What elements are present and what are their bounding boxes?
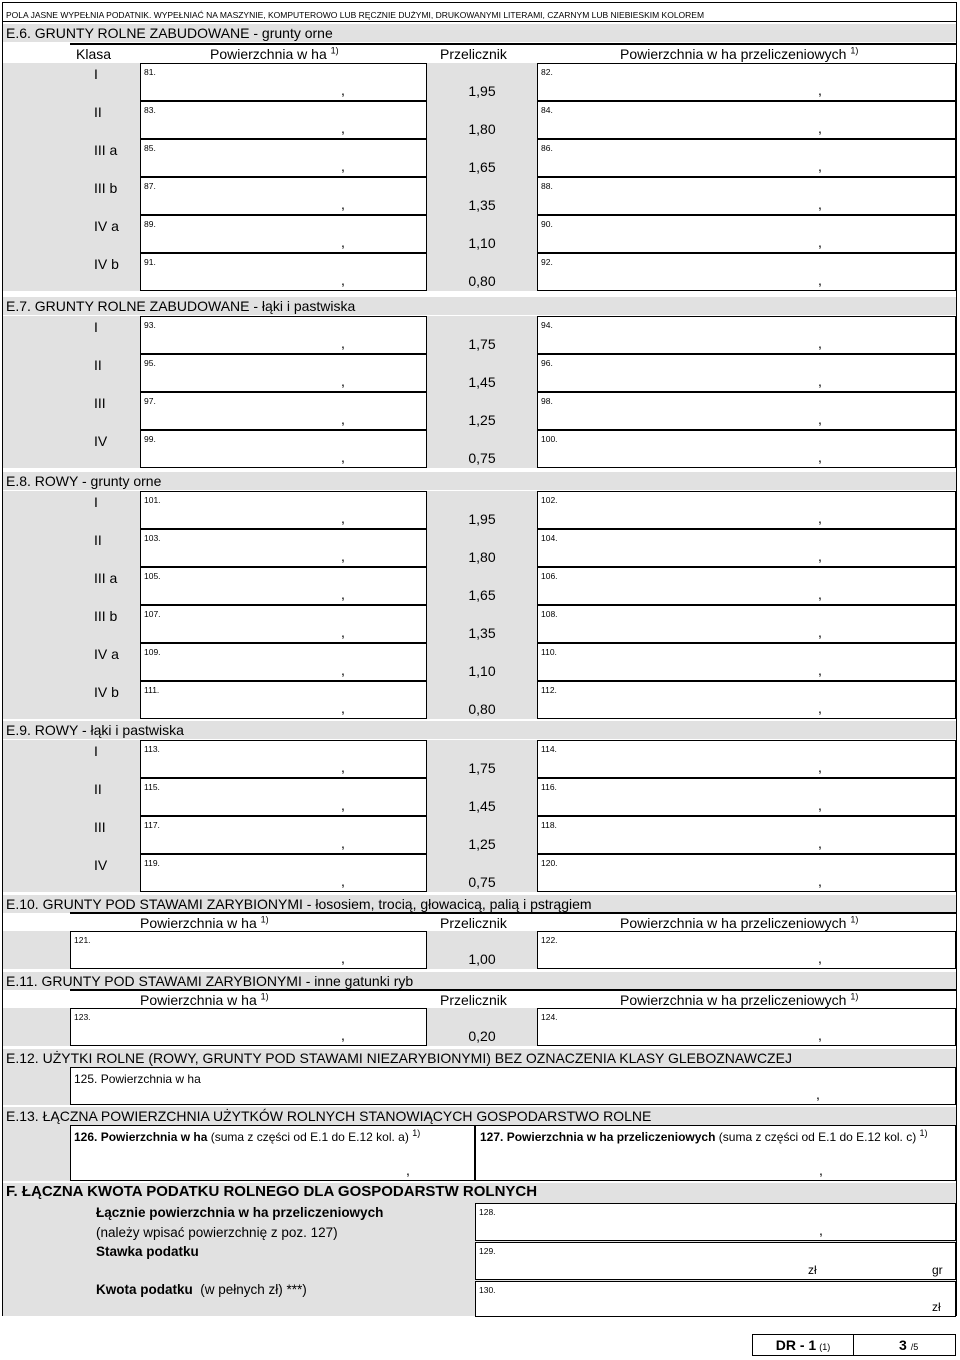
field-number: 106.: [541, 571, 558, 581]
field-number: 99.: [144, 434, 156, 444]
decimal-comma: ,: [341, 234, 345, 250]
field-number: 123.: [74, 1012, 91, 1022]
klasa-cell: III a: [70, 567, 140, 605]
klasa-cell: III b: [70, 177, 140, 215]
field-number: 101.: [144, 495, 161, 505]
section-e6-title: E.6. GRUNTY ROLNE ZABUDOWANE - grunty orne: [3, 24, 956, 42]
converted-field[interactable]: [537, 63, 956, 101]
decimal-comma: ,: [818, 586, 822, 602]
decimal-comma: ,: [818, 548, 822, 564]
converted-field[interactable]: [537, 139, 956, 177]
left-pad: [3, 63, 70, 291]
converted-field[interactable]: [537, 778, 956, 816]
converted-field[interactable]: [537, 816, 956, 854]
e10-converted-field[interactable]: [537, 931, 956, 969]
klasa-cell: IV a: [70, 643, 140, 681]
decimal-comma: ,: [341, 700, 345, 716]
multiplier-cell: 1,65: [427, 139, 537, 177]
converted-field[interactable]: [537, 253, 956, 291]
decimal-comma: ,: [818, 700, 822, 716]
field-number: 128.: [479, 1207, 496, 1217]
field-number: 111.: [144, 685, 160, 695]
e11-area-field[interactable]: [70, 1008, 427, 1046]
decimal-comma: ,: [406, 1162, 410, 1178]
e13-right-label: 127. Powierzchnia w ha przeliczeniowych (suma z części od E.1 do E.12 kol. c) $^{1)}$: [480, 1128, 928, 1144]
decimal-comma: ,: [341, 335, 345, 351]
decimal-comma: ,: [341, 158, 345, 174]
col-przel: Przelicznik: [440, 992, 507, 1008]
multiplier-cell: 1,45: [427, 778, 537, 816]
field-number: 124.: [541, 1012, 558, 1022]
converted-field[interactable]: [537, 430, 956, 468]
converted-field[interactable]: [537, 605, 956, 643]
decimal-comma: ,: [341, 759, 345, 775]
multiplier-cell: 1,75: [427, 740, 537, 778]
converted-field[interactable]: [537, 354, 956, 392]
field-number: 88.: [541, 181, 553, 191]
converted-field[interactable]: [537, 215, 956, 253]
field-number: 130.: [479, 1285, 496, 1295]
multiplier-cell: 1,65: [427, 567, 537, 605]
decimal-comma: ,: [341, 950, 345, 966]
area-field[interactable]: [140, 567, 427, 605]
field-number: 93.: [144, 320, 156, 330]
klasa-cell: III b: [70, 605, 140, 643]
field-number: 98.: [541, 396, 553, 406]
col-przel: Przelicznik: [440, 915, 507, 931]
decimal-comma: ,: [341, 548, 345, 564]
decimal-comma: ,: [818, 759, 822, 775]
decimal-comma: ,: [818, 449, 822, 465]
area-field[interactable]: [140, 101, 427, 139]
klasa-cell: IV: [70, 854, 140, 892]
e13-total-area-field[interactable]: [70, 1125, 475, 1181]
multiplier-cell: 0,80: [427, 253, 537, 291]
decimal-comma: ,: [818, 624, 822, 640]
field-number: 112.: [541, 685, 557, 695]
field-number: 86.: [541, 143, 553, 153]
field-number: 118.: [541, 820, 557, 830]
decimal-comma: ,: [818, 272, 822, 288]
area-field[interactable]: [140, 354, 427, 392]
area-field[interactable]: [140, 430, 427, 468]
multiplier-cell: 1,80: [427, 529, 537, 567]
area-field[interactable]: [140, 392, 427, 430]
e12-label: 125. Powierzchnia w ha: [74, 1072, 201, 1086]
field-number: 115.: [144, 782, 160, 792]
col-powprz: Powierzchnia w ha przeliczeniowych $^{1)}$: [620, 914, 859, 931]
currency-zl: zł: [932, 1300, 941, 1314]
converted-field[interactable]: [537, 643, 956, 681]
field-number: 91.: [144, 257, 156, 267]
f-total-area-field[interactable]: [475, 1203, 956, 1241]
multiplier-cell: 0,75: [427, 854, 537, 892]
section-e10-title: E.10. GRUNTY POD STAWAMI ZARYBIONYMI - łososiem, trocią, głowacicą, palią i pstrągiem: [3, 895, 956, 913]
field-number: 84.: [541, 105, 553, 115]
area-field[interactable]: [140, 605, 427, 643]
field-number: 85.: [144, 143, 156, 153]
form-footer: [752, 1334, 956, 1356]
multiplier-cell: 0,75: [427, 430, 537, 468]
klasa-cell: II: [70, 354, 140, 392]
area-field[interactable]: [140, 139, 427, 177]
e13-total-converted-field[interactable]: [475, 1125, 956, 1181]
multiplier-cell: 1,75: [427, 316, 537, 354]
field-number: 114.: [541, 744, 557, 754]
area-field[interactable]: [140, 854, 427, 892]
decimal-comma: ,: [818, 335, 822, 351]
decimal-comma: ,: [818, 196, 822, 212]
decimal-comma: ,: [341, 449, 345, 465]
multiplier-cell: 0,80: [427, 681, 537, 719]
col-powprz: Powierzchnia w ha przeliczeniowych $^{1)}$: [620, 45, 859, 62]
decimal-comma: ,: [818, 873, 822, 889]
section-e9-title: E.9. ROWY - łąki i pastwiska: [3, 721, 956, 739]
form-code: DR - 1 (1): [753, 1335, 854, 1355]
area-field[interactable]: [140, 177, 427, 215]
field-number: 90.: [541, 219, 553, 229]
multiplier-cell: 1,25: [427, 816, 537, 854]
area-field[interactable]: [140, 643, 427, 681]
col-pow: Powierzchnia w ha $^{1)}$: [140, 914, 269, 931]
klasa-cell: I: [70, 740, 140, 778]
field-number: 92.: [541, 257, 553, 267]
area-field[interactable]: [140, 215, 427, 253]
e11-column-header: [70, 989, 956, 1008]
area-field[interactable]: [140, 491, 427, 529]
decimal-comma: ,: [819, 1162, 823, 1178]
decimal-comma: ,: [341, 272, 345, 288]
field-number: 120.: [541, 858, 558, 868]
decimal-comma: ,: [818, 835, 822, 851]
area-field[interactable]: [140, 529, 427, 567]
currency-zl: zł: [808, 1263, 817, 1277]
multiplier-cell: 1,95: [427, 491, 537, 529]
field-number: 121.: [74, 935, 91, 945]
decimal-comma: ,: [341, 196, 345, 212]
decimal-comma: ,: [341, 797, 345, 813]
field-number: 83.: [144, 105, 156, 115]
converted-field[interactable]: [537, 491, 956, 529]
section-e11-title: E.11. GRUNTY POD STAWAMI ZARYBIONYMI - inne gatunki ryb: [3, 972, 956, 990]
col-przel: Przelicznik: [440, 46, 507, 62]
field-number: 129.: [479, 1246, 496, 1256]
area-field[interactable]: [140, 681, 427, 719]
field-number: 122.: [541, 935, 558, 945]
field-number: 113.: [144, 744, 160, 754]
field-number: 105.: [144, 571, 161, 581]
e10-area-field[interactable]: [70, 931, 427, 969]
col-klasa: Klasa: [76, 46, 112, 62]
decimal-comma: ,: [341, 120, 345, 136]
converted-field[interactable]: [537, 681, 956, 719]
page-number: 3 /5: [899, 1337, 919, 1353]
f-rate-field[interactable]: [475, 1242, 956, 1280]
multiplier-cell: 1,10: [427, 215, 537, 253]
converted-field[interactable]: [537, 177, 956, 215]
currency-gr: gr: [932, 1263, 943, 1277]
col-pow: Powierzchnia w ha $^{1)}$: [140, 991, 269, 1008]
section-e13-title: E.13. ŁĄCZNA POWIERZCHNIA UŻYTKÓW ROLNYCH STANOWIĄCYCH GOSPODARSTWO ROLNE: [3, 1107, 956, 1125]
f-l1-note: (należy wpisać powierzchnię z poz. 127): [96, 1225, 338, 1240]
field-number: 108.: [541, 609, 558, 619]
e6-column-header: [70, 43, 956, 62]
e13-left-label: 126. Powierzchnia w ha (suma z części od E.1 do E.12 kol. a) $^{1)}$: [74, 1128, 421, 1144]
left-pad: [3, 491, 70, 719]
field-number: 89.: [144, 219, 156, 229]
f-l1-label: Łącznie powierzchnia w ha przeliczeniowych: [96, 1205, 384, 1220]
klasa-cell: IV a: [70, 215, 140, 253]
decimal-comma: ,: [341, 586, 345, 602]
e12-area-field[interactable]: [70, 1067, 956, 1105]
decimal-comma: ,: [818, 234, 822, 250]
area-field[interactable]: [140, 778, 427, 816]
section-f-title: F. ŁĄCZNA KWOTA PODATKU ROLNEGO DLA GOSPODARSTW ROLNYCH: [3, 1183, 956, 1201]
e10-column-header: [70, 912, 956, 931]
field-number: 82.: [541, 67, 553, 77]
converted-field[interactable]: [537, 316, 956, 354]
area-field[interactable]: [140, 316, 427, 354]
klasa-cell: II: [70, 101, 140, 139]
left-pad: [3, 316, 70, 468]
multiplier-cell: 1,45: [427, 354, 537, 392]
decimal-comma: ,: [816, 1086, 820, 1102]
area-field[interactable]: [140, 63, 427, 101]
f-l3-label: Kwota podatku (w pełnych zł) ***): [96, 1282, 307, 1297]
klasa-cell: III: [70, 392, 140, 430]
e10-left-pad: [3, 931, 70, 969]
decimal-comma: ,: [341, 1027, 345, 1043]
klasa-cell: I: [70, 63, 140, 101]
multiplier-cell: 1,95: [427, 63, 537, 101]
f-l2-label: Stawka podatku: [96, 1244, 199, 1259]
e12-left-pad: [3, 1067, 70, 1105]
converted-field[interactable]: [537, 101, 956, 139]
klasa-cell: II: [70, 778, 140, 816]
decimal-comma: ,: [818, 158, 822, 174]
klasa-cell: I: [70, 491, 140, 529]
field-number: 95.: [144, 358, 156, 368]
klasa-cell: II: [70, 529, 140, 567]
multiplier-cell: 1,80: [427, 101, 537, 139]
converted-field[interactable]: [537, 567, 956, 605]
decimal-comma: ,: [818, 1027, 822, 1043]
klasa-cell: IV b: [70, 253, 140, 291]
decimal-comma: ,: [341, 835, 345, 851]
converted-field[interactable]: [537, 529, 956, 567]
decimal-comma: ,: [341, 82, 345, 98]
section-e12-title: E.12. UŻYTKI ROLNE (ROWY, GRUNTY POD STAWAMI NIEZARYBIONYMI) BEZ OZNACZENIA KLASY GLEBOZNAWCZEJ: [3, 1049, 956, 1067]
klasa-cell: III: [70, 816, 140, 854]
e10-multiplier: 1,00: [427, 931, 537, 969]
decimal-comma: ,: [341, 873, 345, 889]
converted-field[interactable]: [537, 740, 956, 778]
decimal-comma: ,: [818, 662, 822, 678]
area-field[interactable]: [140, 740, 427, 778]
field-number: 110.: [541, 647, 557, 657]
area-field[interactable]: [140, 816, 427, 854]
decimal-comma: ,: [818, 373, 822, 389]
field-number: 87.: [144, 181, 156, 191]
e11-converted-field[interactable]: [537, 1008, 956, 1046]
field-number: 116.: [541, 782, 557, 792]
decimal-comma: ,: [341, 662, 345, 678]
decimal-comma: ,: [341, 373, 345, 389]
klasa-cell: IV: [70, 430, 140, 468]
multiplier-cell: 1,35: [427, 605, 537, 643]
decimal-comma: ,: [818, 797, 822, 813]
decimal-comma: ,: [341, 510, 345, 526]
section-e8-title: E.8. ROWY - grunty orne: [3, 472, 956, 490]
area-field[interactable]: [140, 253, 427, 291]
header-note: POLA JASNE WYPEŁNIA PODATNIK. WYPEŁNIAĆ NA MASZYNIE, KOMPUTEROWO LUB RĘCZNIE DUŻYMI, DRUKOWANYMI LITERAMI, CZARNYM LUB NIEBIESKIM KOLOREM: [3, 8, 956, 22]
field-number: 81.: [144, 67, 156, 77]
multiplier-cell: 1,25: [427, 392, 537, 430]
decimal-comma: ,: [341, 624, 345, 640]
klasa-cell: IV b: [70, 681, 140, 719]
decimal-comma: ,: [818, 950, 822, 966]
field-number: 119.: [144, 858, 160, 868]
decimal-comma: ,: [819, 1222, 823, 1238]
e11-left-pad: [3, 1008, 70, 1046]
field-number: 109.: [144, 647, 161, 657]
col-pow: Powierzchnia w ha $^{1)}$: [210, 45, 339, 62]
converted-field[interactable]: [537, 854, 956, 892]
field-number: 96.: [541, 358, 553, 368]
decimal-comma: ,: [818, 82, 822, 98]
decimal-comma: ,: [818, 510, 822, 526]
field-number: 103.: [144, 533, 161, 543]
field-number: 104.: [541, 533, 558, 543]
col-powprz: Powierzchnia w ha przeliczeniowych $^{1)}$: [620, 991, 859, 1008]
klasa-cell: I: [70, 316, 140, 354]
section-e7-title: E.7. GRUNTY ROLNE ZABUDOWANE - łąki i pastwiska: [3, 297, 956, 315]
left-pad: [3, 740, 70, 892]
f-tax-amount-field[interactable]: [475, 1281, 956, 1317]
field-number: 97.: [144, 396, 156, 406]
field-number: 107.: [144, 609, 161, 619]
field-number: 94.: [541, 320, 553, 330]
multiplier-cell: 1,35: [427, 177, 537, 215]
converted-field[interactable]: [537, 392, 956, 430]
e11-multiplier: 0,20: [427, 1008, 537, 1046]
decimal-comma: ,: [818, 120, 822, 136]
field-number: 102.: [541, 495, 558, 505]
field-number: 117.: [144, 820, 160, 830]
multiplier-cell: 1,10: [427, 643, 537, 681]
decimal-comma: ,: [818, 411, 822, 427]
decimal-comma: ,: [341, 411, 345, 427]
field-number: 100.: [541, 434, 558, 444]
klasa-cell: III a: [70, 139, 140, 177]
